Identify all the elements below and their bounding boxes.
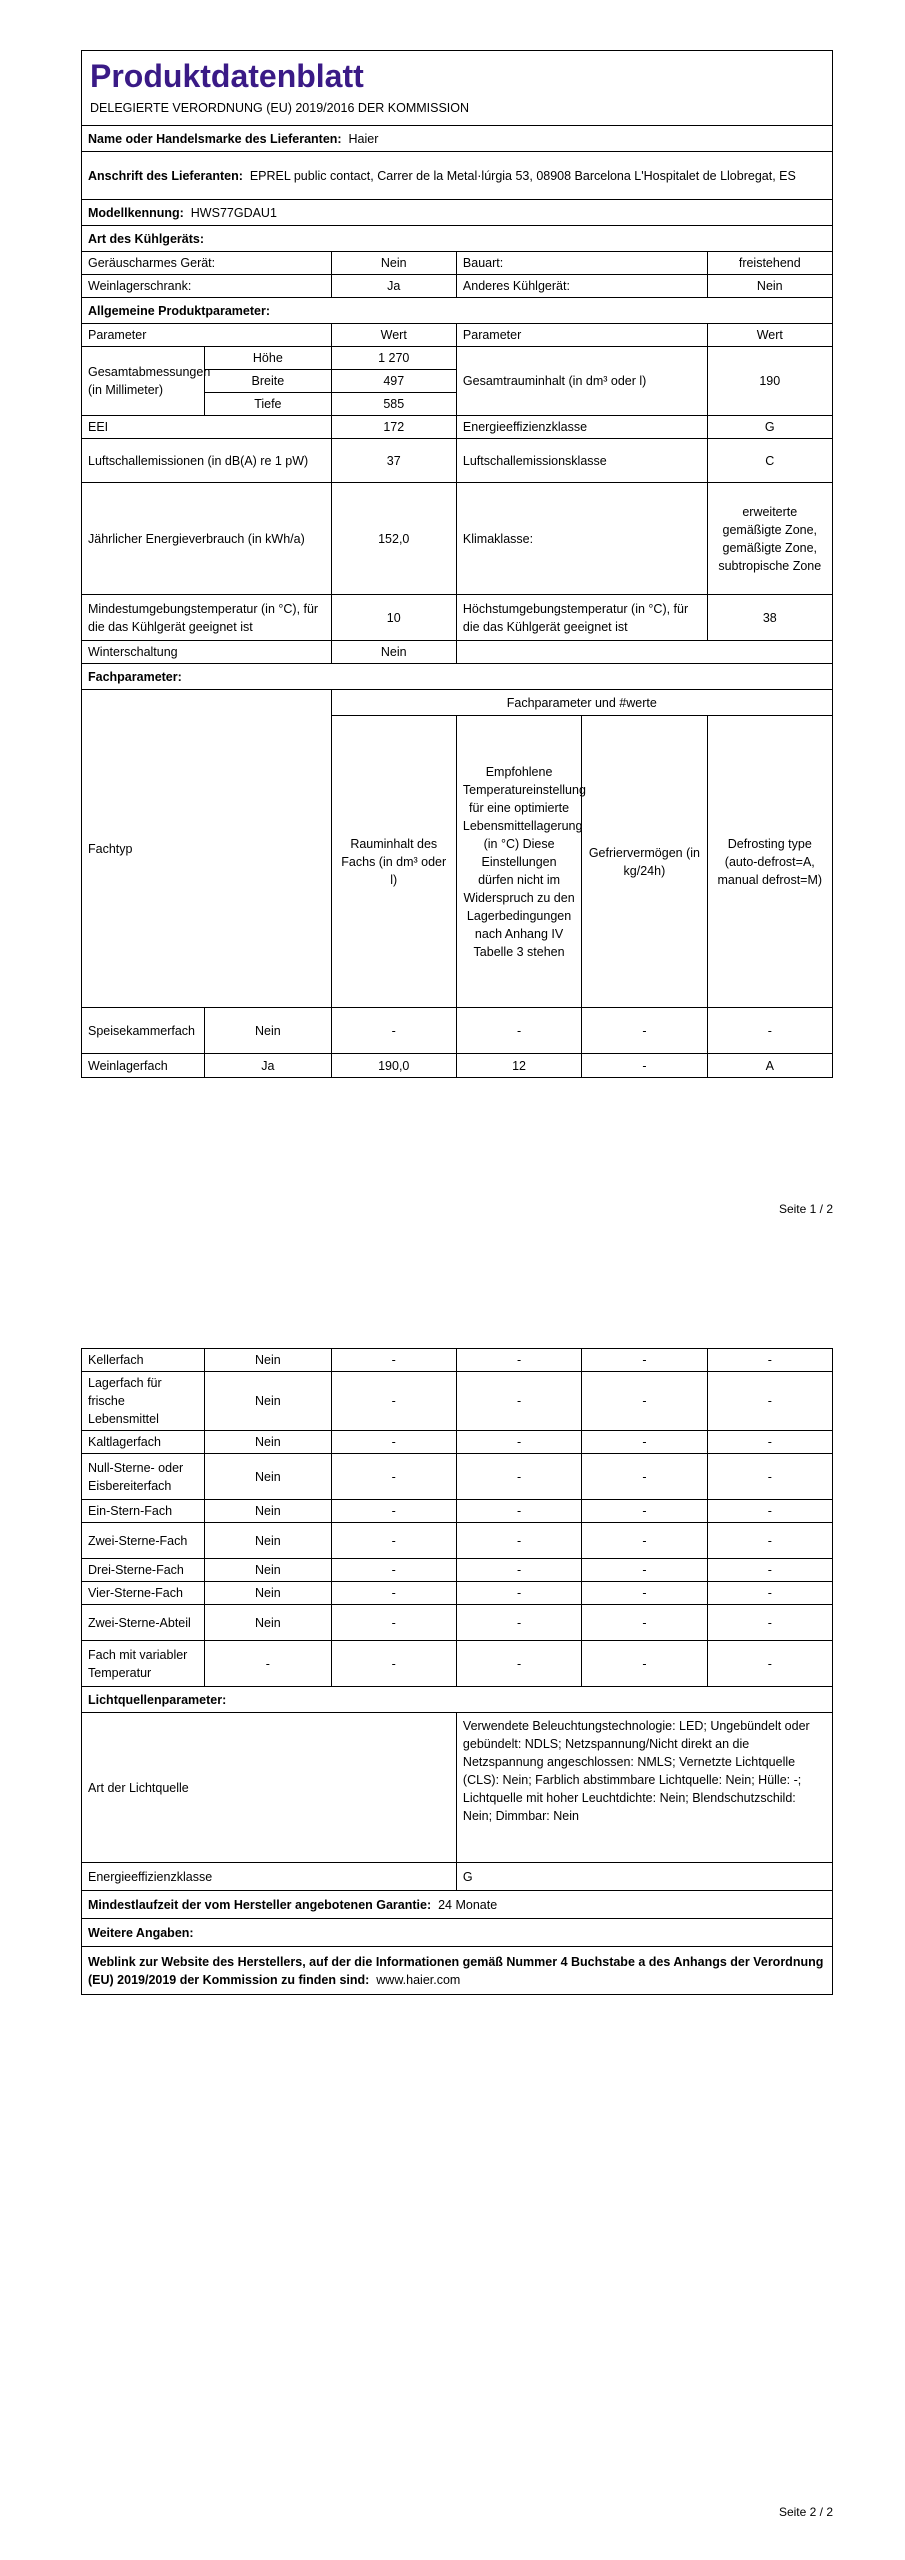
compartment-volume: - xyxy=(331,1582,456,1605)
compartment-freeze: - xyxy=(582,1500,707,1523)
regulation-subtitle: DELEGIERTE VERORDNUNG (EU) 2019/2016 DER KOMMISSION xyxy=(90,101,470,115)
param-label: Mindestumgebungstemperatur (in °C), für die das Kühlgerät geeignet ist xyxy=(82,595,332,641)
compartment-freeze: - xyxy=(582,1559,707,1582)
compartment-row xyxy=(82,1349,833,1372)
compartment-type-header: Fachtyp xyxy=(82,690,332,1008)
page-number: Seite 1 / 2 xyxy=(778,1202,833,1216)
compartment-present: Nein xyxy=(205,1008,331,1054)
compartment-defrost: A xyxy=(707,1054,832,1078)
compartment-present: Nein xyxy=(205,1559,331,1582)
type-value: Nein xyxy=(707,275,832,298)
compartment-row xyxy=(82,1008,833,1054)
dimension-name: Breite xyxy=(205,370,331,393)
model-value: HWS77GDAU1 xyxy=(190,205,277,220)
compartment-volume: - xyxy=(331,1372,456,1431)
param-value: 152,0 xyxy=(331,483,456,595)
type-label: Weinlagerschrank: xyxy=(82,275,332,298)
type-label: Bauart: xyxy=(456,252,707,275)
dimension-value: 497 xyxy=(331,370,456,393)
model-row xyxy=(82,200,833,226)
compartment-defrost: - xyxy=(707,1605,832,1641)
winter-label: Winterschaltung xyxy=(82,641,332,664)
compartment-name: Fach mit variabler Temperatur xyxy=(82,1641,205,1687)
param-label: Höchstumgebungstemperatur (in °C), für die das Kühlgerät geeignet ist xyxy=(456,595,707,641)
supplier-address-row xyxy=(82,152,833,200)
compartment-row xyxy=(82,1523,833,1559)
compartment-present: Nein xyxy=(205,1372,331,1431)
page-1 xyxy=(81,50,833,1078)
compartment-section-heading: Fachparameter: xyxy=(82,664,833,690)
compartment-volume: - xyxy=(331,1605,456,1641)
param-label: EEI xyxy=(82,416,332,439)
type-label: Anderes Kühlgerät: xyxy=(456,275,707,298)
dimension-name: Höhe xyxy=(205,347,331,370)
supplier-name-value: Haier xyxy=(348,131,379,146)
compartment-volume: - xyxy=(331,1431,456,1454)
warranty-row xyxy=(82,1891,833,1919)
compartment-freeze: - xyxy=(582,1605,707,1641)
defrost-header: Defrosting type (auto-defrost=A, manual defrost=M) xyxy=(707,716,832,1008)
supplier-address-label: Anschrift des Lieferanten: xyxy=(88,168,243,183)
compartment-temp: - xyxy=(456,1008,581,1054)
dimensions-label: Gesamtabmessungen (in Millimeter) xyxy=(82,347,205,416)
compartment-freeze: - xyxy=(582,1523,707,1559)
type-value: freistehend xyxy=(707,252,832,275)
light-class-value: G xyxy=(456,1863,832,1891)
page-2 xyxy=(81,1348,833,1995)
param-value: 37 xyxy=(331,439,456,483)
compartment-group-header: Fachparameter und #werte xyxy=(331,690,832,716)
compartment-temp: 12 xyxy=(456,1054,581,1078)
type-value: Nein xyxy=(331,252,456,275)
light-type-value: Verwendete Beleuchtungstechnologie: LED; Ungebündelt oder gebündelt: NDLS; Netzspannung/Nicht direkt an die Netzspannung angeschlossen: NMLS; Vernetzte Lichtquelle (CLS): Nein; Farblich abstimmbare Lichtquelle: Nein; Hülle: -; Lichtquelle mit hoher Leuchtdichte: Nein; Blendschutzschild: Nein; Dimmbar: Nein xyxy=(456,1713,832,1863)
compartment-temp: - xyxy=(456,1454,581,1500)
compartment-name: Zwei-Sterne-Abteil xyxy=(82,1605,205,1641)
compartment-freeze: - xyxy=(582,1641,707,1687)
compartment-present: Nein xyxy=(205,1500,331,1523)
compartment-defrost: - xyxy=(707,1349,832,1372)
compartment-volume: - xyxy=(331,1641,456,1687)
compartment-freeze: - xyxy=(582,1431,707,1454)
compartment-defrost: - xyxy=(707,1500,832,1523)
dimension-value: 1 270 xyxy=(331,347,456,370)
compartment-present: Ja xyxy=(205,1054,331,1078)
compartment-row xyxy=(82,1054,833,1078)
light-class-label: Energieeffizienzklasse xyxy=(82,1863,457,1891)
temperature-header: Empfohlene Temperatureinstellung für eine optimierte Lebensmittellagerung (in °C) Diese Einstellungen dürfen nicht im Widerspruch zu den Lagerbedingungen nach Anhang IV Tabelle 3 stehen xyxy=(456,716,581,1008)
compartment-row xyxy=(82,1559,833,1582)
page-title: Produktdatenblatt xyxy=(90,58,364,94)
param-value: 38 xyxy=(707,595,832,641)
compartment-volume: - xyxy=(331,1008,456,1054)
compartment-freeze: - xyxy=(582,1454,707,1500)
param-label: Klimaklasse: xyxy=(456,483,707,595)
param-label: Luftschallemissionsklasse xyxy=(456,439,707,483)
compartment-name: Ein-Stern-Fach xyxy=(82,1500,205,1523)
param-value: 172 xyxy=(331,416,456,439)
compartment-temp: - xyxy=(456,1641,581,1687)
compartment-row xyxy=(82,1582,833,1605)
compartment-name: Drei-Sterne-Fach xyxy=(82,1559,205,1582)
total-volume-label: Gesamtrauminhalt (in dm³ oder l) xyxy=(456,347,707,416)
compartment-defrost: - xyxy=(707,1372,832,1431)
compartment-temp: - xyxy=(456,1349,581,1372)
datasheet-table-2 xyxy=(81,1348,833,1995)
compartment-row xyxy=(82,1372,833,1431)
param-value: 10 xyxy=(331,595,456,641)
compartment-name: Zwei-Sterne-Fach xyxy=(82,1523,205,1559)
compartment-name: Null-Sterne- oder Eisbereiterfach xyxy=(82,1454,205,1500)
value-header: Wert xyxy=(707,324,832,347)
compartment-temp: - xyxy=(456,1605,581,1641)
type-value: Ja xyxy=(331,275,456,298)
value-header: Wert xyxy=(331,324,456,347)
further-info-heading: Weitere Angaben: xyxy=(82,1919,833,1947)
compartment-defrost: - xyxy=(707,1523,832,1559)
compartment-freeze: - xyxy=(582,1349,707,1372)
compartment-defrost: - xyxy=(707,1582,832,1605)
type-label: Geräuscharmes Gerät: xyxy=(82,252,332,275)
compartment-temp: - xyxy=(456,1523,581,1559)
compartment-temp: - xyxy=(456,1582,581,1605)
compartment-present: Nein xyxy=(205,1454,331,1500)
compartment-volume: - xyxy=(331,1523,456,1559)
param-value: erweiterte gemäßigte Zone, gemäßigte Zone, subtropische Zone xyxy=(707,483,832,595)
compartment-volume: - xyxy=(331,1500,456,1523)
supplier-name-row xyxy=(82,126,833,152)
param-value: G xyxy=(707,416,832,439)
compartment-volume: 190,0 xyxy=(331,1054,456,1078)
winter-value: Nein xyxy=(331,641,456,664)
compartment-freeze: - xyxy=(582,1008,707,1054)
compartment-temp: - xyxy=(456,1372,581,1431)
compartment-volume: - xyxy=(331,1559,456,1582)
compartment-volume: - xyxy=(331,1349,456,1372)
compartment-row xyxy=(82,1605,833,1641)
compartment-defrost: - xyxy=(707,1641,832,1687)
compartment-temp: - xyxy=(456,1431,581,1454)
compartment-freeze: - xyxy=(582,1372,707,1431)
dimension-name: Tiefe xyxy=(205,393,331,416)
compartment-row xyxy=(82,1641,833,1687)
compartment-temp: - xyxy=(456,1559,581,1582)
compartment-name: Speisekammerfach xyxy=(82,1008,205,1054)
warranty-label: Mindestlaufzeit der vom Hersteller angebotenen Garantie: xyxy=(88,1897,432,1912)
compartment-present: Nein xyxy=(205,1582,331,1605)
param-label: Luftschallemissionen (in dB(A) re 1 pW) xyxy=(82,439,332,483)
total-volume-value: 190 xyxy=(707,347,832,416)
compartment-row xyxy=(82,1500,833,1523)
compartment-freeze: - xyxy=(582,1054,707,1078)
compartment-present: Nein xyxy=(205,1431,331,1454)
model-label: Modellkennung: xyxy=(88,205,184,220)
compartment-row xyxy=(82,1454,833,1500)
compartment-temp: - xyxy=(456,1500,581,1523)
type-section-heading: Art des Kühlgeräts: xyxy=(82,226,833,252)
light-type-label: Art der Lichtquelle xyxy=(82,1713,457,1863)
supplier-address-value: EPREL public contact, Carrer de la Metal·lúrgia 53, 08908 Barcelona L'Hospitalet de Llobregat, ES xyxy=(249,168,796,183)
supplier-name-label: Name oder Handelsmarke des Lieferanten: xyxy=(88,131,342,146)
warranty-value: 24 Monate xyxy=(438,1897,498,1912)
compartment-defrost: - xyxy=(707,1431,832,1454)
compartment-volume: - xyxy=(331,1454,456,1500)
weblink-row xyxy=(82,1947,833,1995)
param-header: Parameter xyxy=(456,324,707,347)
compartment-name: Vier-Sterne-Fach xyxy=(82,1582,205,1605)
param-label: Energieeffizienzklasse xyxy=(456,416,707,439)
compartment-name: Weinlagerfach xyxy=(82,1054,205,1078)
datasheet-table-1 xyxy=(81,50,833,1078)
compartment-defrost: - xyxy=(707,1559,832,1582)
compartment-defrost: - xyxy=(707,1008,832,1054)
compartment-row xyxy=(82,1431,833,1454)
general-section-heading: Allgemeine Produktparameter: xyxy=(82,298,833,324)
weblink-value[interactable]: www.haier.com xyxy=(376,1972,461,1987)
compartment-name: Kellerfach xyxy=(82,1349,205,1372)
compartment-defrost: - xyxy=(707,1454,832,1500)
param-value: C xyxy=(707,439,832,483)
compartment-present: Nein xyxy=(205,1523,331,1559)
compartment-present: Nein xyxy=(205,1605,331,1641)
volume-header: Rauminhalt des Fachs (in dm³ oder l) xyxy=(331,716,456,1008)
compartment-present: Nein xyxy=(205,1349,331,1372)
compartment-name: Kaltlagerfach xyxy=(82,1431,205,1454)
param-header: Parameter xyxy=(82,324,332,347)
freezing-header: Gefriervermögen (in kg/24h) xyxy=(582,716,707,1008)
dimension-value: 585 xyxy=(331,393,456,416)
compartment-present: - xyxy=(205,1641,331,1687)
weblink-label: Weblink zur Website des Herstellers, auf der die Informationen gemäß Nummer 4 Buchstabe a des Anhangs der Verordnung (EU) 2019/2019 der Kommission zu finden sind: xyxy=(88,1954,824,1987)
page-number: Seite 2 / 2 xyxy=(778,2505,833,2519)
param-label: Jährlicher Energieverbrauch (in kWh/a) xyxy=(82,483,332,595)
compartment-freeze: - xyxy=(582,1582,707,1605)
light-section-heading: Lichtquellenparameter: xyxy=(82,1687,833,1713)
compartment-name: Lagerfach für frische Lebensmittel xyxy=(82,1372,205,1431)
